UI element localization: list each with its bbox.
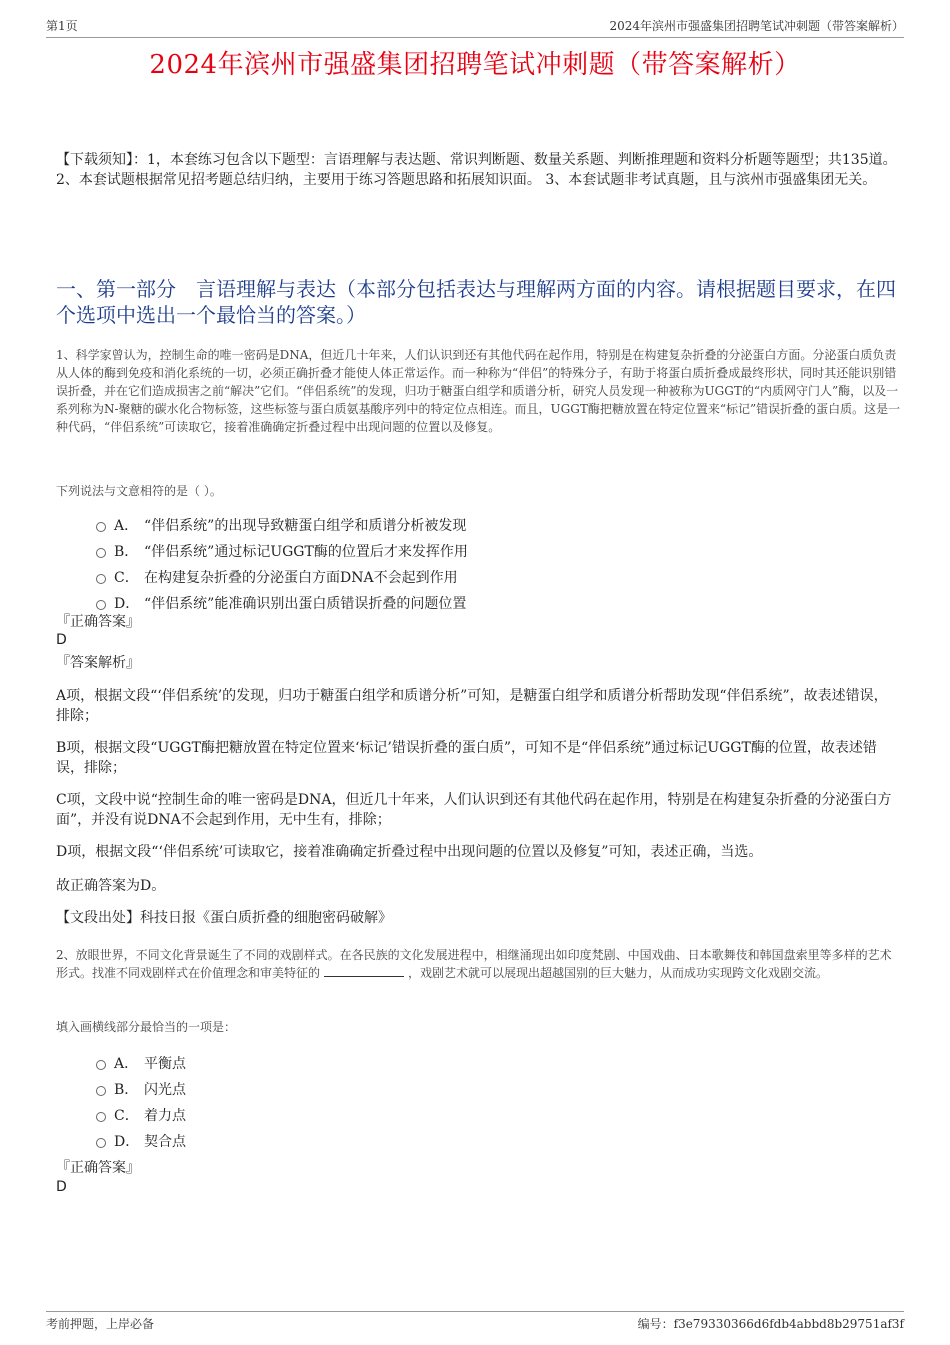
q1-answer-label: 『正确答案』 <box>56 614 140 630</box>
radio-icon[interactable] <box>96 574 106 584</box>
q1-conclusion: 故正确答案为D。 <box>56 878 166 894</box>
radio-icon[interactable] <box>96 522 106 532</box>
q2-options <box>96 1050 896 1154</box>
option-text: “伴侣系统”的出现导致糖蛋白组学和质谱分析被发现 <box>144 518 467 534</box>
q2-option-b[interactable] <box>96 1076 896 1102</box>
option-text: 平衡点 <box>144 1056 186 1072</box>
option-letter: C． <box>114 570 139 586</box>
q1-option-d[interactable] <box>96 590 896 616</box>
page-number: 第1页 <box>46 19 78 33</box>
radio-icon[interactable] <box>96 1086 106 1096</box>
q1-option-a[interactable] <box>96 512 896 538</box>
page-footer <box>46 1311 904 1333</box>
q2-option-a[interactable] <box>96 1050 896 1076</box>
option-letter: C． <box>114 1108 139 1124</box>
q1-analysis-label: 『答案解析』 <box>56 655 140 671</box>
option-letter: A． <box>114 518 139 534</box>
page-header <box>46 14 904 38</box>
radio-icon[interactable] <box>96 1060 106 1070</box>
q1-answer: D <box>56 632 67 648</box>
q1-stem: 下列说法与文意相符的是（ ）。 <box>56 484 222 498</box>
q1-option-b[interactable] <box>96 538 896 564</box>
option-text: “伴侣系统”通过标记UGGT酶的位置后才来发挥作用 <box>144 544 468 560</box>
option-text: 闪光点 <box>144 1082 186 1098</box>
option-letter: A． <box>114 1056 139 1072</box>
radio-icon[interactable] <box>96 1138 106 1148</box>
radio-icon[interactable] <box>96 600 106 610</box>
section-heading: 一、第一部分 言语理解与表达（本部分包括表达与理解两方面的内容。请根据题目要求，在四个选项中选出一个最恰当的答案。） <box>56 277 896 327</box>
option-letter: D． <box>114 1134 140 1150</box>
q2-passage-before: 2、放眼世界，不同文化背景诞生了不同的戏剧样式。在各民族的文化发展进程中，相继涌现出如印度梵剧、中国戏曲、日本歌舞伎和韩国盘索里等多样的艺术形式。找准不同戏剧样式在价值理念和审美特征的 <box>56 948 892 980</box>
q2-answer: D <box>56 1179 67 1195</box>
footer-doc-id: 编号：f3e79330366d6fdb4abbd8b29751af3f <box>637 1317 904 1331</box>
option-text: “伴侣系统”能准确识别出蛋白质错误折叠的问题位置 <box>144 596 467 612</box>
q2-stem: 填入画横线部分最恰当的一项是： <box>56 1020 237 1034</box>
radio-icon[interactable] <box>96 1112 106 1122</box>
q2-option-d[interactable] <box>96 1128 896 1154</box>
q2-answer-label: 『正确答案』 <box>56 1160 140 1176</box>
q1-option-c[interactable] <box>96 564 896 590</box>
page-title: 2024年滨州市强盛集团招聘笔试冲刺题（带答案解析） <box>149 50 801 80</box>
header-doc-title: 2024年滨州市强盛集团招聘笔试冲刺题（带答案解析） <box>609 19 904 33</box>
q1-analysis-b: B项，根据文段“UGGT酶把糖放置在特定位置来‘标记’错误折叠的蛋白质”，可知不是“伴侣系统”通过标记UGGT酶的位置，故表述错误，排除； <box>56 740 877 776</box>
q1-options <box>96 512 896 616</box>
q2-option-c[interactable] <box>96 1102 896 1128</box>
radio-icon[interactable] <box>96 548 106 558</box>
q2-passage-after: ，戏剧艺术就可以展现出超越国别的巨大魅力，从而成功实现跨文化戏剧交流。 <box>408 966 829 980</box>
option-letter: B． <box>114 1082 139 1098</box>
q1-analysis-a: A项，根据文段“‘伴侣系统’的发现，归功于糖蛋白组学和质谱分析”可知，是糖蛋白组学和质谱分析帮助发现“伴侣系统”，故表述错误，排除； <box>56 688 888 724</box>
q1-analysis-c: C项，文段中说“控制生命的唯一密码是DNA，但近几十年来，人们认识到还有其他代码在起作用，特别是在构建复杂折叠的分泌蛋白方面”，并没有说DNA不会起到作用，无中生有，排除； <box>56 792 892 828</box>
footer-slogan: 考前押题，上岸必备 <box>46 1317 155 1331</box>
option-text: 契合点 <box>144 1134 186 1150</box>
q1-analysis-d: D项，根据文段“‘伴侣系统’可读取它，接着准确确定折叠过程中出现问题的位置以及修复”可知，表述正确，当选。 <box>56 844 763 860</box>
option-text: 着力点 <box>144 1108 186 1124</box>
option-text: 在构建复杂折叠的分泌蛋白方面DNA不会起到作用 <box>144 570 458 586</box>
q2-passage <box>56 946 902 982</box>
q1-source: 【文段出处】科技日报《蛋白质折叠的细胞密码破解》 <box>56 910 392 926</box>
option-letter: D． <box>114 596 140 612</box>
option-letter: B． <box>114 544 139 560</box>
fill-blank <box>324 964 404 977</box>
q1-passage: 1、科学家曾认为，控制生命的唯一密码是DNA，但近几十年来，人们认识到还有其他代码在起作用，特别是在构建复杂折叠的分泌蛋白方面。分泌蛋白质负责从人体的酶到免疫和消化系统的一切，必须正确折叠才能使人体正常运作。而一种称为“伴侣”的特殊分子，有助于将蛋白质折叠成最终形状，同时其还能识别错误折叠，并在它们造成损害之前“解决”它们。“伴侣系统”的发现，归功于糖蛋白组学和质谱分析，研究人员发现一种被称为UGGT的“内质网守门人”酶，以及一系列称为N-聚糖的碳水化合物标签，这些标签与蛋白质氨基酸序列中的特定位点相连。而且，UGGT酶把糖放置在特定位置来“标记”错误折叠的蛋白质。这是一种代码，“伴侣系统”可读取它，接着准确确定折叠过程中出现问题的位置以及修复。 <box>56 348 901 434</box>
download-notice: 【下载须知】：1，本套练习包含以下题型：言语理解与表达题、常识判断题、数量关系题、判断推理题和资料分析题等题型；共135道。 2、本套试题根据常见招考题总结归纳，主要用于练习答题思路和拓展知识面。 3、本套试题非考试真题，且与滨州市强盛集团无关。 <box>56 152 897 188</box>
